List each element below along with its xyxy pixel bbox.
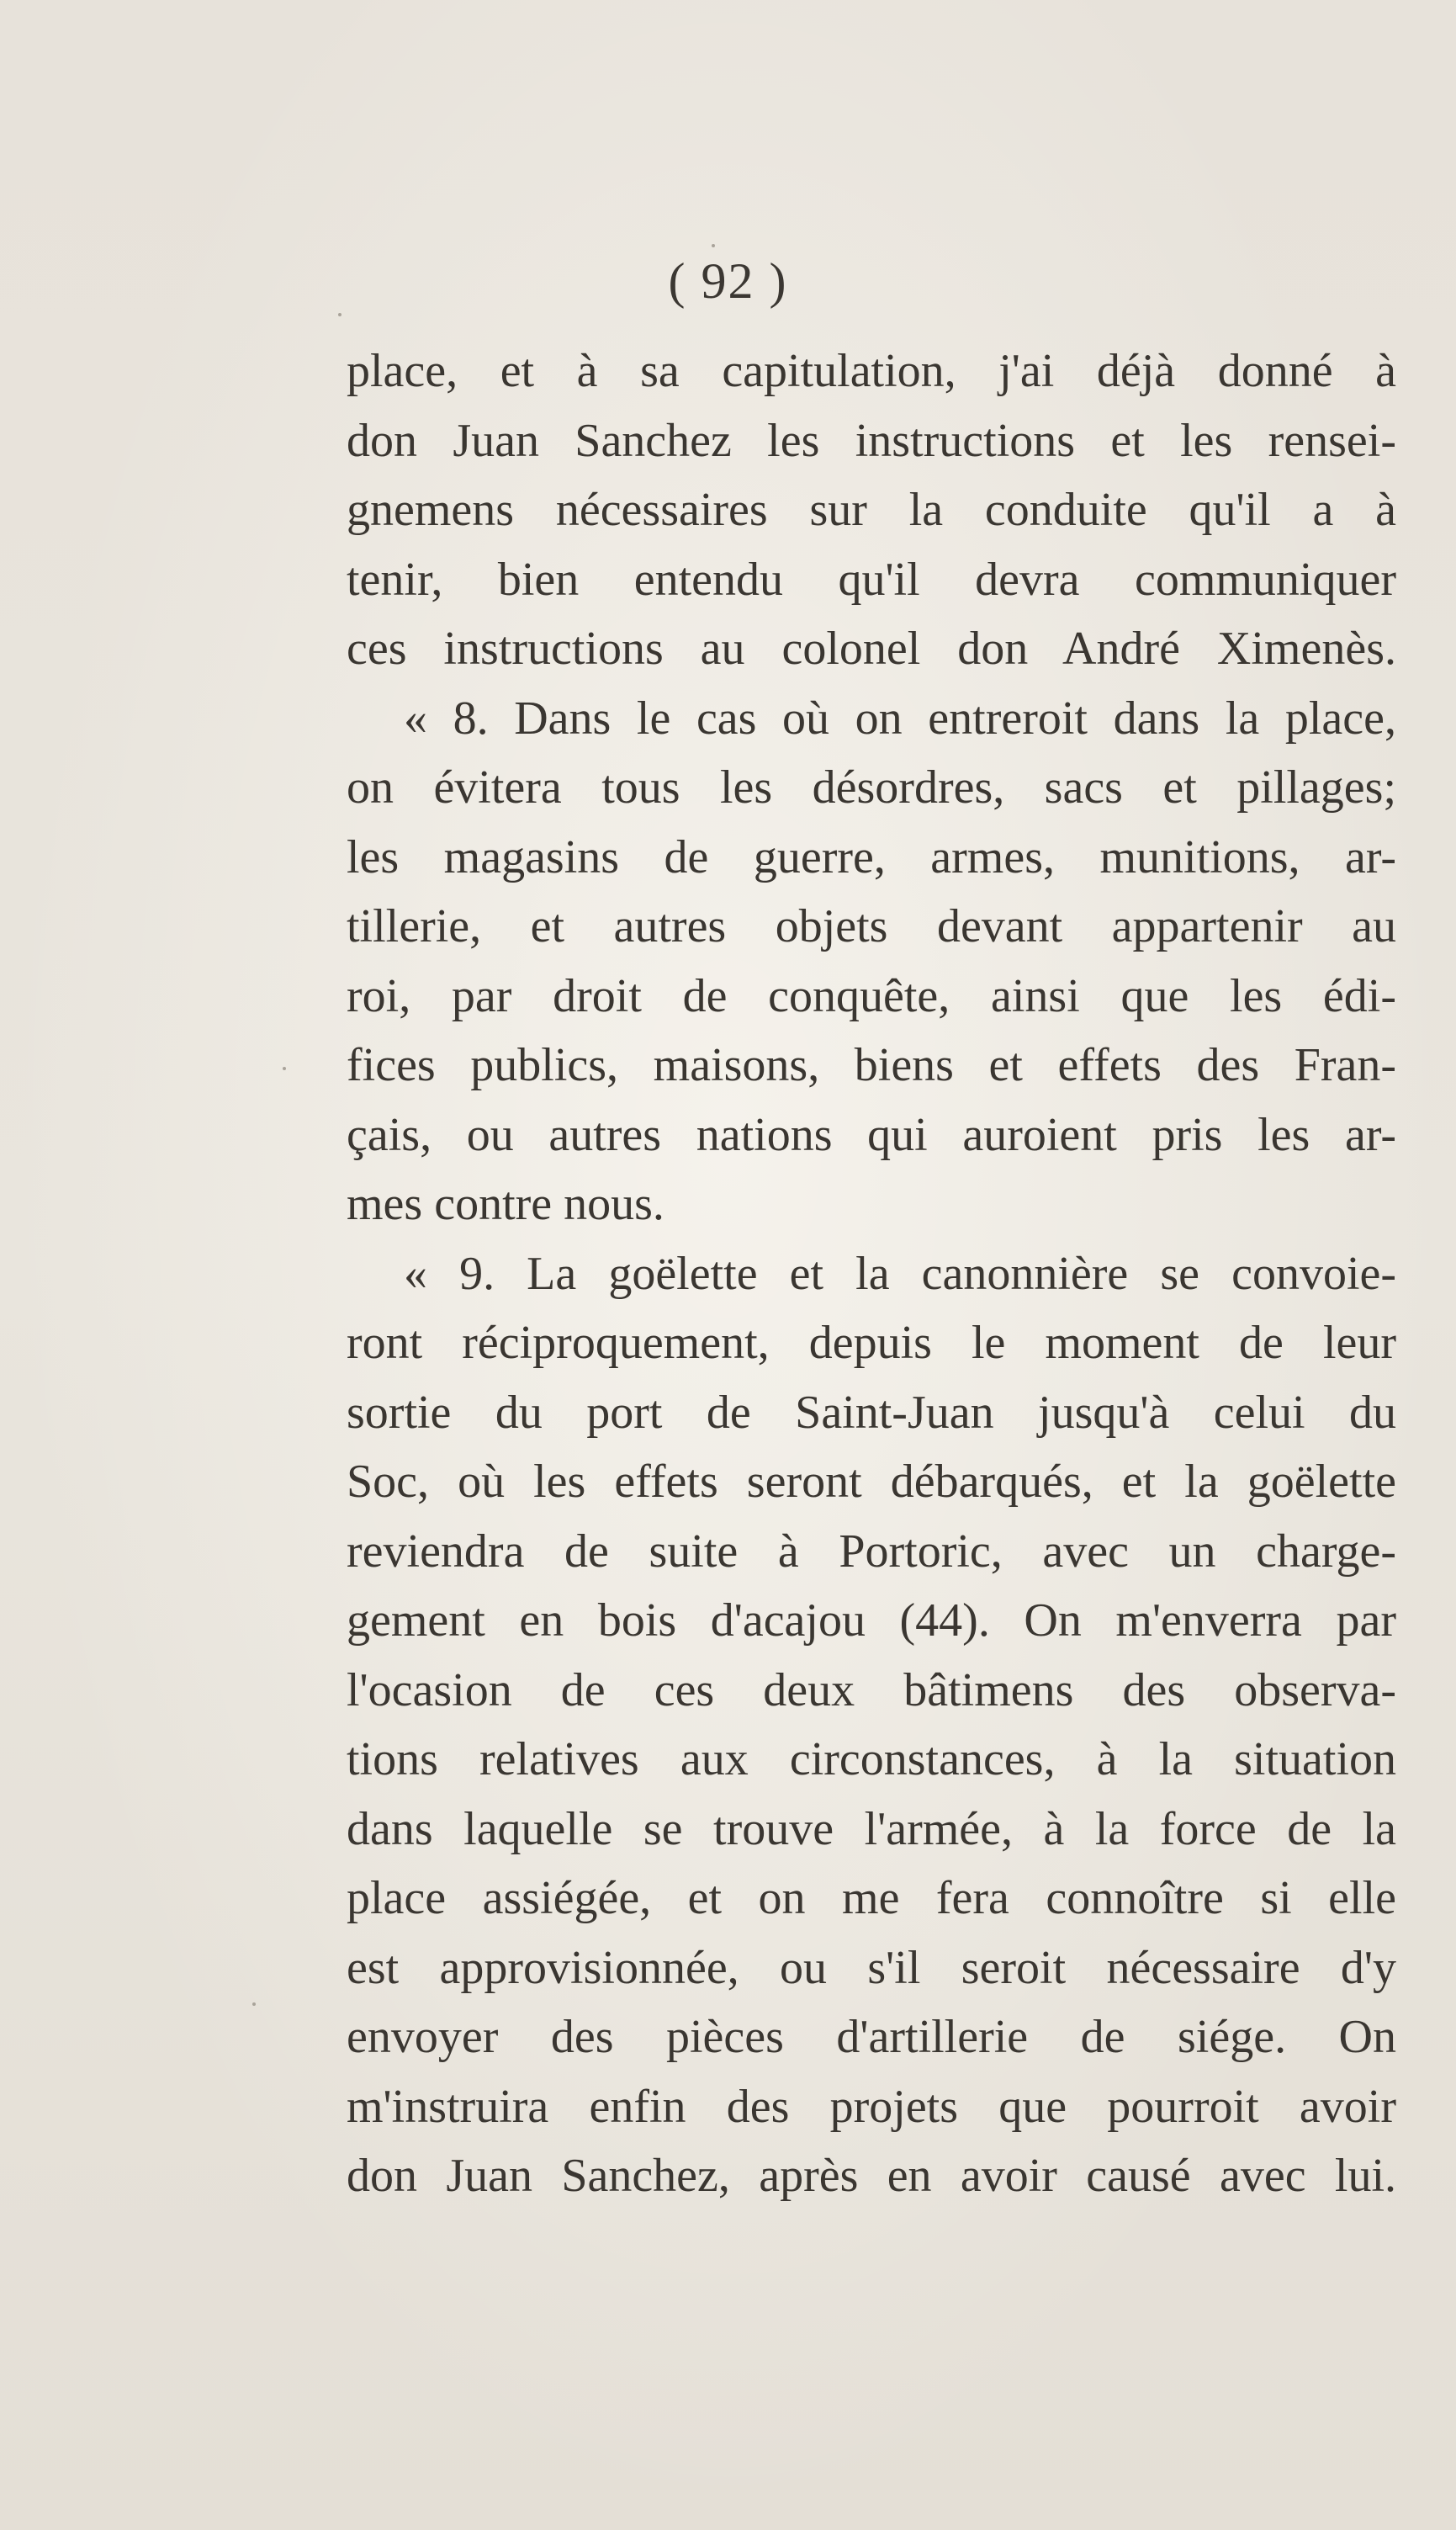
text-line: sortie du port de Saint-Juan jusqu'à celui du	[347, 1386, 1396, 1439]
text-line: ront réciproquement, depuis le moment de leur	[347, 1317, 1396, 1369]
text-line: Soc, où les effets seront débarqués, et la goëlette	[347, 1456, 1396, 1508]
paper-speck	[338, 313, 341, 316]
text-line: tions relatives aux circonstances, à la situation	[347, 1733, 1396, 1785]
text-line: gement en bois d'acajou (44). On m'enverra par	[347, 1594, 1396, 1647]
text-line: gnemens nécessaires sur la conduite qu'il a à	[347, 484, 1396, 536]
text-line: place, et à sa capitulation, j'ai déjà donné à	[347, 345, 1396, 397]
text-line: l'ocasion de ces deux bâtimens des observa-	[347, 1663, 1396, 1716]
paper-speck	[712, 244, 715, 247]
text-line: reviendra de suite à Portoric, avec un charge-	[347, 1525, 1396, 1578]
text-line: dans laquelle se trouve l'armée, à la force de la	[347, 1802, 1396, 1855]
text-line: m'instruira enfin des projets que pourroit avoir	[347, 2080, 1396, 2133]
text-line: roi, par droit de conquête, ainsi que les édi-	[347, 969, 1396, 1022]
paper-speck	[283, 1067, 286, 1070]
text-line: ces instructions au colonel don André Ximenès.	[347, 623, 1396, 675]
body-text	[347, 337, 1396, 2211]
text-line: don Juan Sanchez les instructions et les rensei-	[347, 414, 1396, 467]
text-line: tillerie, et autres objets devant appartenir au	[347, 900, 1396, 952]
text-line: envoyer des pièces d'artillerie de siége. On	[347, 2011, 1396, 2063]
paragraph-start: « 9. La goëlette et la canonnière se convoie-	[404, 1247, 1396, 1300]
paper-speck	[252, 2002, 256, 2006]
text-line: fices publics, maisons, biens et effets des Fran-	[347, 1039, 1396, 1091]
text-line: place assiégée, et on me fera connoître si elle	[347, 1872, 1396, 1924]
text-line: çais, ou autres nations qui auroient pris les ar-	[347, 1108, 1396, 1161]
page-number: ( 92 )	[668, 253, 788, 309]
paragraph-end: mes contre nous.	[347, 1178, 664, 1230]
text-line: on évitera tous les désordres, sacs et pillages;	[347, 761, 1396, 814]
text-line: don Juan Sanchez, après en avoir causé avec lui.	[347, 2150, 1396, 2202]
text-line: tenir, bien entendu qu'il devra communiquer	[347, 553, 1396, 606]
paragraph-start: « 8. Dans le cas où on entreroit dans la place,	[404, 692, 1396, 745]
text-line: est approvisionnée, ou s'il seroit nécessaire d'y	[347, 1941, 1396, 1994]
text-line: les magasins de guerre, armes, munitions, ar-	[347, 830, 1396, 883]
